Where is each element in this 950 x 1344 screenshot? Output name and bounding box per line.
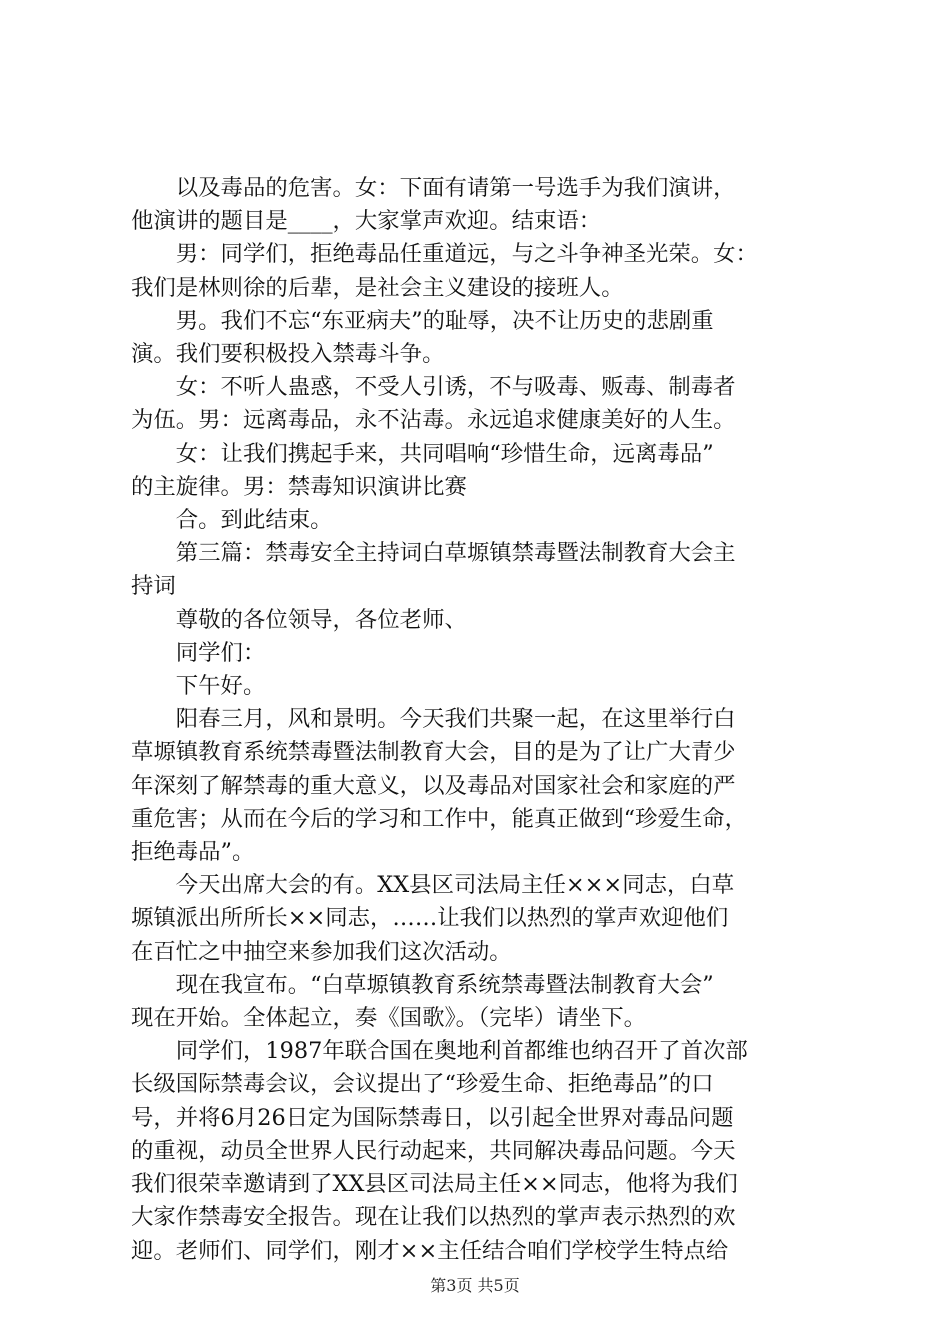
text-line: 阳春三月，风和景明。今天我们共聚一起，在这里举行白 [131,706,736,733]
text-line: 下午好。 [131,673,266,700]
text-line: 为伍。男：远离毒品，永不沾毒。永远追求健康美好的人生。 [131,407,736,434]
page-number-label: 第3页 共5页 [430,1276,520,1295]
text-line: 号，并将6月26日定为国际禁毒日，以引起全世界对毒品问题 [131,1104,734,1131]
page-footer [0,1273,950,1296]
text-line: 草塬镇教育系统禁毒暨法制教育大会，目的是为了让广大青少 [131,739,736,766]
text-line: 年深刻了解禁毒的重大意义，以及毒品对国家社会和家庭的严 [131,772,736,799]
text-line: 重危害；从而在今后的学习和工作中，能真正做到“珍爱生命， [131,805,747,832]
text-line: 以及毒品的危害。女：下面有请第一号选手为我们演讲， [131,175,736,201]
text-line: 我们是林则徐的后辈，是社会主义建设的接班人。 [131,274,624,301]
text-line: 同学们： [131,639,266,666]
text-line: 女：不听人蛊惑，不受人引诱，不与吸毒、贩毒、制毒者 [131,374,736,401]
text-line: 的主旋律。男：禁毒知识演讲比赛 [131,473,467,500]
text-line: 大家作禁毒安全报告。现在让我们以热烈的掌声表示热烈的欢 [131,1204,736,1231]
text-line: 同学们，1987年联合国在奥地利首都维也纳召开了首次部 [131,1038,748,1065]
text-line: 女：让我们携起手来，共同唱响“珍惜生命，远离毒品” [131,440,714,467]
text-line: 拒绝毒品”。 [131,839,255,866]
text-line: 演。我们要积极投入禁毒斗争。 [131,341,445,368]
text-line: 塬镇派出所所长××同志，……让我们以热烈的掌声欢迎他们 [131,905,729,932]
text-line: 长级国际禁毒会议，会议提出了“珍爱生命、拒绝毒品”的口 [131,1071,714,1098]
text-line: 第三篇：禁毒安全主持词白草塬镇禁毒暨法制教育大会主 [131,540,736,567]
text-line: 迎。老师们、同学们，刚才××主任结合咱们学校学生特点给 [131,1237,729,1264]
text-line: 尊敬的各位领导，各位老师、 [131,606,467,633]
text-line: 他演讲的题目是____，大家掌声欢迎。结束语： [131,208,602,235]
text-line: 现在开始。全体起立，奏《国歌》。（完毕）请坐下。 [131,1005,646,1032]
text-line: 男：同学们，拒绝毒品任重道远，与之斗争神圣光荣。女： [131,241,758,268]
text-line: 合。到此结束。 [131,507,333,534]
text-line: 今天出席大会的有。XX县区司法局主任×××同志，白草 [131,872,735,899]
text-line: 在百忙之中抽空来参加我们这次活动。 [131,938,512,965]
text-line: 男。我们不忘“东亚病夫”的耻辱，决不让历史的悲剧重 [131,307,714,334]
document-body [131,172,831,1268]
text-line: 我们很荣幸邀请到了XX县区司法局主任××同志，他将为我们 [131,1171,738,1198]
text-line: 持词 [131,573,176,600]
text-line: 现在我宣布。“白草塬镇教育系统禁毒暨法制教育大会” [131,971,714,998]
text-line: 的重视，动员全世界人民行动起来，共同解决毒品问题。今天 [131,1137,736,1164]
